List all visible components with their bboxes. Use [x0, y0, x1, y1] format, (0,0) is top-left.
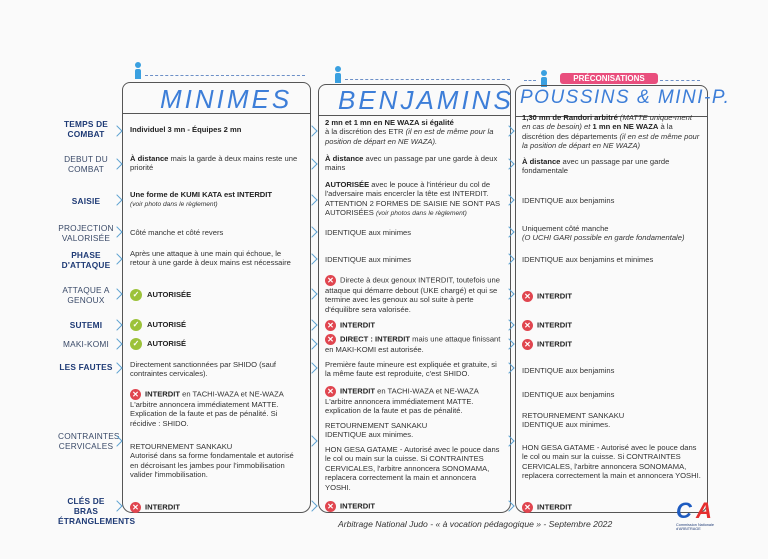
poussins-temps: 1,30 mn de Randori arbitré (MATTE unique-ment en cas de besoin) et 1 mn en NE WAZA à la discrétion des départements (il en est de même pour la position de départ en NE WAZA): [522, 113, 700, 151]
benjamins-cles: ✕ INTERDIT: [325, 501, 503, 512]
benjamins-temps: 2 mn et 1 mn en NE WAZA si égalité à la discrétion des ETR (il en est de même pour la position de départ en NE WAZA).: [325, 118, 494, 146]
poussins-debut: À distance avec un passage par une garde fondamentale: [522, 157, 670, 176]
row-label-attaque-genoux: ATTAQUE A GENOUX: [62, 285, 110, 305]
cross-icon: ✕: [325, 334, 336, 345]
poussins-makikomi: ✕ INTERDIT: [522, 339, 702, 350]
dashed-line: [660, 80, 700, 81]
row-label-sutemi: SUTEMI: [69, 320, 103, 330]
row-label-maki-komi: MAKI-KOMI: [62, 339, 110, 349]
minimes-debut: À distance mais la garde à deux mains reste une priorité: [130, 154, 298, 173]
benjamins-contraintes: ✕ INTERDIT en TACHI-WAZA et NE-WAZA L'arbitre annoncera immédiatement MATTE. explication de la faute et pas de pénalité.: [325, 386, 479, 416]
poussins-projection: Uniquement côté manche (O UCHI GARI possible en garde fondamentale): [522, 224, 685, 243]
person-icon: [333, 66, 343, 84]
row-label-saisie: SAISIE: [71, 196, 101, 206]
benjamins-title: BENJAMINS: [338, 85, 514, 115]
benjamins-hongesa: HON GESA GATAME - Autorisé avec le pouce dans le col ou main sur la cuisse. Si CONTRAINTES CERVICALES, l'arbitre annoncera SONOMAMA, replacera correctement la main et annoncera YOSHI.: [325, 445, 500, 492]
cross-icon: ✕: [325, 501, 336, 512]
benjamins-sutemi: ✕ INTERDIT: [325, 320, 503, 331]
cross-icon: ✕: [522, 320, 533, 331]
cross-icon: ✕: [522, 502, 533, 513]
person-icon: [133, 62, 143, 80]
poussins-hongesa: HON GESA GATAME - Autorisé avec le pouce dans le col ou main sur la cuisse. Si CONTRAINTES CERVICALES, l'arbitre annoncera SONOMAMA, replacera correctement la main et annoncera YOSHI.: [522, 443, 701, 481]
check-icon: ✓: [130, 338, 142, 350]
cross-icon: ✕: [130, 389, 141, 400]
minimes-contraintes: ✕ INTERDIT en TACHI-WAZA et NE-WAZA L'arbitre annoncera immédiatement MATTE. Explication de la faute et pas de pénalité. Si récidive : SHIDO.: [130, 389, 284, 428]
check-icon: ✓: [130, 319, 142, 331]
minimes-makikomi: ✓ AUTORISÉ: [130, 338, 302, 350]
poussins-attaque: ✕ INTERDIT: [522, 291, 702, 302]
cross-icon: ✕: [325, 275, 336, 286]
row-label-debut-du-combat: DEBUT DU COMBAT: [64, 154, 108, 174]
preconisations-badge: PRÉCONISATIONS: [560, 73, 658, 84]
poussins-phase: IDENTIQUE aux benjamins et minimes: [522, 255, 654, 264]
poussins-sankaku: RETOURNEMENT SANKAKU IDENTIQUE aux minimes.: [522, 411, 625, 430]
minimes-phase: Après une attaque à une main qui échoue, le retour à une garde à deux mains est nécessaire: [130, 249, 291, 268]
check-icon: ✓: [130, 289, 142, 301]
minimes-cles: ✕ INTERDIT: [130, 502, 302, 513]
minimes-temps: Individuel 3 mn - Équipes 2 mn: [130, 125, 242, 134]
dashed-line: [524, 80, 536, 81]
minimes-attaque: ✓ AUTORISÉE: [130, 289, 302, 301]
cross-icon: ✕: [522, 291, 533, 302]
dashed-line: [345, 79, 510, 80]
poussins-sutemi: ✕ INTERDIT: [522, 320, 702, 331]
poussins-saisie: IDENTIQUE aux benjamins: [522, 196, 615, 205]
dashed-line: [145, 75, 305, 76]
row-label-fautes: LES FAUTES: [59, 362, 113, 372]
row-label-phase-attaque: PHASE D'ATTAQUE: [61, 250, 111, 270]
benjamins-projection: IDENTIQUE aux minimes: [325, 228, 412, 237]
row-label-cles: CLÉS DE BRAS ÉTRANGLEMENTS: [58, 496, 136, 526]
benjamins-makikomi: ✕ DIRECT : INTERDIT mais une attaque finissant en MAKI-KOMI est autorisée.: [325, 334, 501, 354]
minimes-sankaku: RETOURNEMENT SANKAKU Autorisé dans sa forme fondamentale et autorisé en décroisant les jambes pour l'immobilisation valider l'immobilisation.: [130, 442, 294, 480]
cross-icon: ✕: [325, 386, 336, 397]
poussins-title: POUSSINS & MINI-P.: [520, 87, 731, 108]
benjamins-phase: IDENTIQUE aux minimes: [325, 255, 412, 264]
cross-icon: ✕: [130, 502, 141, 513]
cross-icon: ✕: [522, 339, 533, 350]
benjamins-fautes: Première faute mineure est expliquée et gratuite, si la même faute est reproduite, c'est SHIDO.: [325, 360, 497, 379]
minimes-title: MINIMES: [160, 84, 293, 114]
cross-icon: ✕: [325, 320, 336, 331]
minimes-projection: Côté manche et côté revers: [130, 228, 224, 237]
row-label-projection: PROJECTION VALORISÉE: [58, 223, 114, 243]
cna-logo: C A Commission Nationale d'ARBITRAGE: [676, 498, 714, 532]
poussins-fautes: IDENTIQUE aux benjamins: [522, 366, 615, 375]
footer-text: Arbitrage National Judo - « à vocation pédagogique » - Septembre 2022: [338, 519, 613, 529]
benjamins-sankaku: RETOURNEMENT SANKAKU IDENTIQUE aux minimes.: [325, 421, 428, 440]
benjamins-debut: À distance avec un passage par une garde à deux mains: [325, 154, 498, 173]
benjamins-saisie: AUTORISÉE avec le pouce à l'intérieur du col de l'adversaire mais encercler la tête est INTERDIT. ATTENTION 2 FORMES DE SAISIE NE SONT PAS AUTORISÉES (voir photos dans le règlement): [325, 180, 501, 218]
minimes-sutemi: ✓ AUTORISÉ: [130, 319, 302, 331]
minimes-fautes: Directement sanctionnées par SHIDO (sauf contraintes cervicales).: [130, 360, 277, 379]
poussins-cles: ✕ INTERDIT: [522, 502, 702, 513]
benjamins-attaque: ✕ Directe à deux genoux INTERDIT, toutefois une attaque qui démarre debout (UKE chargé) et qui se termine avec les genoux au sol suite à perte d'équilibre sera valorisée.: [325, 275, 500, 314]
row-label-contraintes: CONTRAINTES CERVICALES: [58, 431, 120, 451]
minimes-saisie: Une forme de KUMI KATA est INTERDIT (voir photo dans le règlement): [130, 190, 273, 209]
row-label-temps-de-combat: TEMPS DE COMBAT: [63, 119, 108, 139]
poussins-contraintes: IDENTIQUE aux benjamins: [522, 390, 615, 399]
